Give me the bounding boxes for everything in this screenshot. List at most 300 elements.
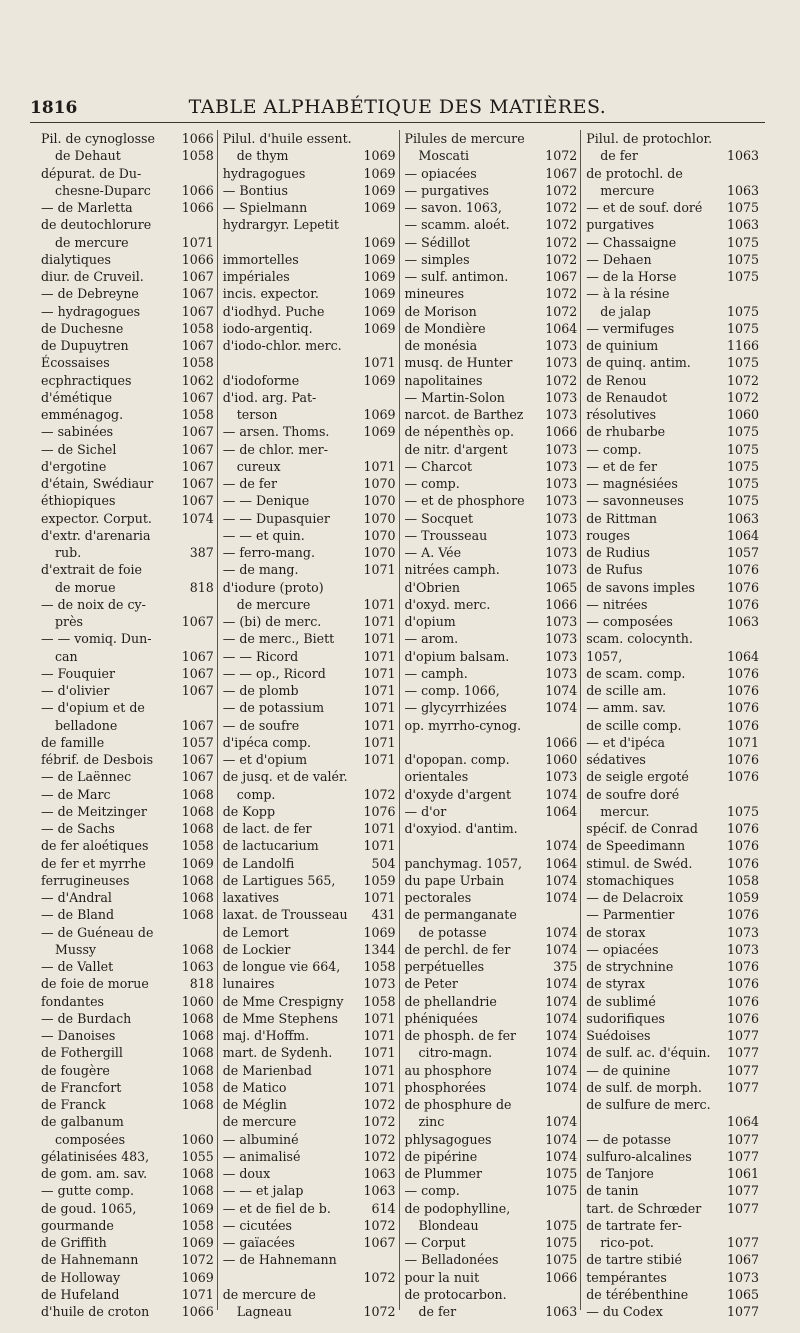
entry-page-ref: 1069	[363, 924, 396, 940]
entry-text: cureux	[236, 458, 281, 474]
entry-page-ref: 1072	[545, 234, 578, 250]
index-entry	[223, 544, 396, 561]
entry-page-ref: 1073	[545, 769, 578, 785]
entry-text: d'oxyd. merc.	[404, 596, 491, 612]
entry-page-ref	[394, 1251, 396, 1268]
entry-text: — de potasse	[586, 1131, 671, 1147]
index-entry	[223, 630, 396, 647]
index-entry	[223, 941, 396, 958]
entry-text: — Bontius	[222, 182, 288, 198]
index-entry	[405, 199, 578, 216]
entry-page-ref: 1063	[726, 148, 759, 164]
entry-text: maj. d'Hoffm.	[222, 1028, 310, 1043]
entry-page-ref: 1068	[181, 786, 214, 802]
entry-page-ref: 1066	[545, 1269, 578, 1285]
entry-page-ref: 1073	[545, 562, 578, 578]
entry-page-ref: 1069	[363, 200, 396, 215]
index-entry	[41, 837, 214, 854]
index-entry	[586, 924, 759, 941]
entry-page-ref	[575, 1200, 577, 1217]
index-entry	[405, 1165, 578, 1182]
index-column-2	[218, 130, 400, 1319]
entry-text: — doux	[222, 1166, 271, 1181]
entry-text: — du Codex	[586, 1304, 663, 1319]
entry-page-ref: 1066	[181, 251, 214, 267]
entry-text: — cicutées	[222, 1217, 293, 1233]
entry-page-ref: 1071	[363, 683, 396, 698]
index-entry	[586, 1131, 759, 1148]
entry-text: de Speedimann	[586, 838, 686, 854]
index-entry	[223, 354, 396, 371]
index-entry	[405, 268, 578, 285]
entry-page-ref: 1067	[181, 424, 214, 440]
entry-page-ref: 1069	[363, 320, 396, 336]
index-entry	[223, 475, 396, 492]
index-entry	[41, 268, 214, 285]
index-entry	[405, 458, 578, 475]
entry-page-ref: 1074	[545, 786, 578, 802]
index-entry	[586, 216, 759, 233]
entry-text: de gom. am. sav.	[41, 1166, 148, 1181]
index-entry	[41, 613, 214, 630]
entry-page-ref: 1061	[726, 1166, 759, 1181]
entry-page-ref: 1076	[726, 665, 759, 681]
index-entry	[223, 786, 396, 803]
index-entry	[586, 682, 759, 699]
entry-page-ref: 1075	[545, 1217, 578, 1233]
entry-text: d'iodo-chlor. merc.	[222, 338, 342, 353]
index-entry	[41, 665, 214, 682]
entry-page-ref: 1075	[726, 269, 759, 284]
index-entry	[223, 596, 396, 613]
entry-text: ferrugineuses	[41, 872, 130, 888]
entry-text: laxat. de Trousseau	[222, 907, 348, 923]
entry-text: — de Marletta	[41, 200, 133, 215]
index-entry	[586, 717, 759, 734]
index-entry	[223, 303, 396, 320]
entry-page-ref: 1077	[726, 1304, 759, 1319]
index-entry	[405, 441, 578, 458]
entry-text: — nitrées	[586, 596, 648, 612]
index-entry	[223, 648, 396, 665]
entry-text: — de Debreyne	[41, 286, 139, 302]
entry-page-ref: 1076	[726, 993, 759, 1009]
entry-page-ref: 1070	[363, 545, 396, 560]
index-entry	[405, 975, 578, 992]
entry-text: de podophylline,	[404, 1200, 511, 1216]
entry-text	[223, 234, 362, 251]
entry-text: de fer aloétiques	[41, 838, 149, 854]
entry-text: — Parmentier	[586, 907, 675, 923]
entry-page-ref: 1076	[726, 821, 759, 836]
index-entry	[405, 372, 578, 389]
entry-text: — sabinées	[41, 424, 114, 440]
entry-page-ref: 1073	[726, 1269, 759, 1285]
entry-page-ref: 1069	[363, 182, 396, 198]
entry-page-ref: 1064	[726, 648, 759, 664]
index-entry	[41, 389, 214, 406]
entry-text: dialytiques	[41, 251, 111, 267]
entry-text: — de Sachs	[41, 821, 115, 836]
index-entry	[586, 889, 759, 906]
index-entry	[223, 130, 396, 147]
entry-page-ref: 1058	[726, 872, 759, 888]
entry-page-ref: 1057	[181, 734, 214, 750]
entry-text: — comp. 1066,	[404, 683, 500, 698]
entry-page-ref	[394, 216, 396, 233]
entry-page-ref	[394, 1286, 396, 1303]
entry-page-ref: 1074	[545, 683, 578, 698]
entry-page-ref	[212, 699, 214, 716]
entry-page-ref: 1064	[545, 855, 578, 871]
entry-page-ref: 1072	[726, 372, 759, 388]
entry-page-ref: 1075	[726, 441, 759, 457]
index-entry	[41, 303, 214, 320]
entry-text: — de potassium	[222, 700, 325, 716]
entry-page-ref: 614	[371, 1200, 396, 1216]
index-entry	[223, 285, 396, 302]
entry-page-ref: 1068	[181, 907, 214, 923]
entry-page-ref: 1075	[726, 234, 759, 250]
entry-text: d'opopan. comp.	[404, 752, 510, 767]
entry-page-ref: 1070	[363, 510, 396, 526]
index-entry	[41, 441, 214, 458]
entry-text: expector. Corput.	[41, 510, 152, 526]
entry-page-ref: 1075	[726, 303, 759, 319]
entry-text: d'opium balsam.	[404, 648, 510, 664]
entry-page-ref: 1067	[181, 648, 214, 664]
entry-page-ref: 1067	[181, 389, 214, 405]
entry-text: Blondeau	[418, 1217, 479, 1233]
entry-page-ref: 1074	[545, 1079, 578, 1095]
index-entry	[405, 924, 578, 941]
entry-page-ref: 1058	[181, 355, 214, 371]
index-entry	[223, 1062, 396, 1079]
entry-text: — d'olivier	[41, 683, 110, 698]
index-entry	[405, 234, 578, 251]
entry-text: — A. Vée	[404, 545, 462, 560]
index-entry	[41, 630, 214, 647]
entry-text: — Dehaen	[586, 251, 652, 267]
entry-page-ref: 1072	[545, 200, 578, 215]
entry-page-ref: 1074	[545, 1028, 578, 1043]
entry-text: près	[55, 614, 83, 629]
entry-text: nitrées camph.	[404, 562, 500, 578]
entry-text: — comp.	[404, 1183, 460, 1199]
entry-page-ref: 1072	[363, 1217, 396, 1233]
index-entry	[405, 682, 578, 699]
entry-page-ref: 1076	[726, 752, 759, 767]
entry-text: de morue	[55, 579, 116, 595]
entry-text: de longue vie 664,	[222, 959, 341, 974]
entry-page-ref: 1077	[726, 1131, 759, 1147]
entry-text: de Kopp	[222, 803, 276, 819]
index-entry	[41, 458, 214, 475]
entry-page-ref: 1062	[181, 372, 214, 388]
index-entry	[586, 147, 759, 164]
entry-text: — (bi) de merc.	[222, 614, 322, 629]
entry-page-ref: 1073	[545, 476, 578, 491]
entry-text: — arom.	[404, 631, 459, 647]
index-entry	[405, 1044, 578, 1061]
entry-text: mineures	[404, 286, 465, 302]
index-entry	[405, 734, 578, 751]
entry-page-ref: 1067	[181, 614, 214, 629]
index-entry	[223, 441, 396, 458]
entry-text: de Rittman	[586, 510, 657, 526]
entry-page-ref: 1069	[181, 1235, 214, 1250]
index-entry	[586, 492, 759, 509]
entry-text: 1057,	[586, 648, 623, 664]
index-entry	[41, 1200, 214, 1217]
index-entry	[405, 1096, 578, 1113]
entry-text: — et de fer	[586, 458, 658, 474]
index-entry	[405, 320, 578, 337]
entry-text	[405, 837, 544, 854]
index-entry	[223, 734, 396, 751]
entry-page-ref: 1072	[363, 786, 396, 802]
index-entry	[586, 958, 759, 975]
entry-page-ref: 1071	[363, 648, 396, 664]
entry-text: de permanganate	[404, 907, 517, 923]
entry-text: — savonneuses	[586, 493, 684, 509]
index-entry	[41, 1148, 214, 1165]
entry-text: de Marienbad	[222, 1062, 312, 1078]
entry-page-ref: 1073	[545, 338, 578, 353]
entry-text: — sulf. antimon.	[404, 269, 509, 284]
index-entry	[405, 182, 578, 199]
entry-text: de phellandrie	[404, 993, 497, 1009]
entry-text: de sulf. ac. d'équin.	[586, 1045, 711, 1061]
index-entry	[405, 889, 578, 906]
index-entry	[405, 906, 578, 923]
index-entry	[586, 441, 759, 458]
entry-page-ref: 1073	[545, 665, 578, 681]
entry-text: pour la nuit	[404, 1269, 480, 1285]
entry-text: — comp.	[404, 476, 460, 491]
index-entry	[223, 1044, 396, 1061]
entry-page-ref: 1067	[181, 338, 214, 353]
entry-text: de Tanjore	[586, 1166, 654, 1181]
index-entry	[41, 906, 214, 923]
entry-text: laxatives	[222, 890, 280, 905]
index-entry	[223, 665, 396, 682]
entry-text: de fer et myrrhe	[41, 855, 146, 871]
entry-text: de Peter	[404, 976, 458, 992]
entry-text: Moscati	[418, 148, 470, 164]
index-entry	[41, 1303, 214, 1320]
entry-text: de Rudius	[586, 545, 651, 560]
entry-text: pectorales	[404, 890, 472, 905]
entry-page-ref: 1071	[363, 562, 396, 578]
index-entry	[223, 251, 396, 268]
entry-page-ref: 1058	[363, 959, 396, 974]
index-entry	[223, 958, 396, 975]
entry-text: — Fouquier	[41, 665, 116, 681]
entry-text: can	[55, 648, 78, 664]
entry-text: terson	[236, 407, 278, 422]
entry-page-ref: 1076	[726, 683, 759, 698]
entry-page-ref: 1068	[181, 821, 214, 836]
index-entry	[223, 165, 396, 182]
entry-text: — — op., Ricord	[222, 665, 326, 681]
entry-text: de Fothergill	[41, 1045, 123, 1061]
entry-text: — et d'opium	[222, 752, 308, 767]
entry-text: de quinq. antim.	[586, 355, 691, 371]
index-entry	[586, 303, 759, 320]
entry-page-ref: 1060	[181, 993, 214, 1009]
entry-page-ref: 1066	[545, 734, 578, 750]
entry-page-ref: 1071	[363, 752, 396, 767]
index-entry	[223, 389, 396, 406]
entry-text: stomachiques	[586, 872, 675, 888]
entry-page-ref: 1068	[181, 890, 214, 905]
entry-text: — et de phosphore	[404, 493, 525, 509]
entry-page-ref: 1063	[181, 959, 214, 974]
entry-page-ref: 1072	[545, 286, 578, 302]
index-entry	[223, 320, 396, 337]
index-entry	[41, 1044, 214, 1061]
index-entry	[405, 1200, 578, 1217]
entry-text: de monésia	[404, 338, 478, 353]
entry-page-ref: 1073	[545, 614, 578, 629]
entry-page-ref: 1068	[181, 1045, 214, 1061]
entry-page-ref: 1076	[726, 1010, 759, 1026]
entry-text: gourmande	[41, 1217, 114, 1233]
entry-page-ref: 1074	[545, 890, 578, 905]
index-entry	[586, 527, 759, 544]
entry-text: d'iodoforme	[222, 372, 300, 388]
index-entry	[223, 1286, 396, 1303]
entry-text	[586, 1113, 725, 1130]
entry-text: de Lockier	[222, 941, 291, 957]
index-entry	[586, 130, 759, 147]
entry-page-ref: 1058	[363, 993, 396, 1009]
entry-text: de phosphure de	[404, 1097, 512, 1112]
entry-text: belladone	[55, 717, 118, 733]
entry-page-ref: 818	[189, 976, 214, 992]
entry-text: — de quinine	[586, 1062, 671, 1078]
index-column-4	[581, 130, 762, 1319]
index-entry	[405, 872, 578, 889]
entry-page-ref: 1075	[726, 424, 759, 440]
index-column-3	[400, 130, 582, 1319]
entry-text: rico-pot.	[600, 1235, 654, 1250]
entry-text: scam. colocynth.	[586, 631, 693, 647]
index-entry	[405, 596, 578, 613]
index-entry	[41, 1234, 214, 1251]
entry-text: mercure	[600, 182, 655, 198]
index-entry	[41, 803, 214, 820]
index-entry	[405, 1303, 578, 1320]
entry-text: du pape Urbain	[404, 872, 505, 888]
entry-text: — et d'ipéca	[586, 734, 665, 750]
index-entry	[41, 958, 214, 975]
entry-text: — de Vallet	[41, 959, 114, 974]
index-entry	[586, 855, 759, 872]
index-entry	[41, 1027, 214, 1044]
index-entry	[41, 872, 214, 889]
entry-page-ref: 1071	[363, 1028, 396, 1043]
entry-text: hydragogues	[222, 165, 306, 181]
entry-page-ref: 1071	[363, 838, 396, 854]
entry-text: de fer	[600, 148, 638, 164]
entry-page-ref: 1075	[545, 1252, 578, 1268]
entry-text: — gutte comp.	[41, 1183, 134, 1199]
index-entry	[41, 993, 214, 1010]
entry-page-ref: 1071	[363, 614, 396, 629]
entry-text: — à la résine	[586, 286, 670, 302]
index-entry	[405, 768, 578, 785]
entry-page-ref: 504	[371, 855, 396, 871]
entry-page-ref: 1067	[545, 165, 578, 181]
entry-text: d'extr. d'arenaria	[41, 527, 151, 543]
entry-page-ref	[575, 717, 577, 734]
index-entry	[586, 561, 759, 578]
entry-text: — de Sichel	[41, 441, 117, 457]
entry-page-ref: 1076	[726, 579, 759, 595]
entry-page-ref: 1073	[545, 631, 578, 647]
index-entry	[405, 1234, 578, 1251]
entry-text: narcot. de Barthez	[404, 407, 524, 422]
index-entry	[405, 1027, 578, 1044]
index-entry	[223, 406, 396, 423]
entry-text: au phosphore	[404, 1062, 492, 1078]
entry-page-ref: 1071	[363, 596, 396, 612]
entry-text: de sulf. de morph.	[586, 1079, 702, 1095]
entry-page-ref: 1057	[726, 545, 759, 560]
entry-page-ref: 1064	[726, 1114, 759, 1130]
entry-text: — arsen. Thoms.	[222, 424, 330, 440]
index-entry	[586, 579, 759, 596]
index-entry	[223, 579, 396, 596]
index-entry	[41, 354, 214, 371]
entry-text: de lact. de fer	[222, 821, 312, 836]
entry-page-ref: 1071	[363, 1045, 396, 1061]
entry-page-ref: 1067	[181, 493, 214, 509]
index-entry	[223, 1303, 396, 1320]
index-entry	[41, 717, 214, 734]
index-entry	[405, 630, 578, 647]
entry-page-ref: 1072	[363, 1114, 396, 1130]
entry-text: chesne-Duparc	[55, 182, 151, 198]
entry-page-ref: 1069	[363, 407, 396, 422]
index-entry	[41, 492, 214, 509]
entry-text: de perchl. de fer	[404, 941, 511, 957]
entry-text: — de Laënnec	[41, 769, 132, 785]
index-entry	[41, 699, 214, 716]
entry-page-ref: 1067	[181, 683, 214, 698]
entry-text: — de Guéneau de	[41, 924, 154, 940]
entry-text: de Renou	[586, 372, 647, 388]
entry-text: — — Ricord	[222, 648, 299, 664]
entry-page-ref: 1068	[181, 1062, 214, 1078]
entry-page-ref: 1072	[545, 372, 578, 388]
entry-page-ref: 431	[371, 907, 396, 923]
entry-text: emménagog.	[41, 407, 124, 422]
entry-page-ref: 1069	[363, 303, 396, 319]
index-entry	[223, 768, 396, 785]
entry-page-ref: 1071	[363, 1062, 396, 1078]
entry-page-ref: 1072	[545, 303, 578, 319]
entry-page-ref: 1067	[181, 269, 214, 284]
entry-page-ref: 1076	[363, 803, 396, 819]
index-entry	[223, 872, 396, 889]
entry-text: de Matico	[222, 1079, 287, 1095]
entry-page-ref: 1069	[363, 148, 396, 164]
entry-text: d'Obrien	[404, 579, 461, 595]
index-entry	[586, 1027, 759, 1044]
